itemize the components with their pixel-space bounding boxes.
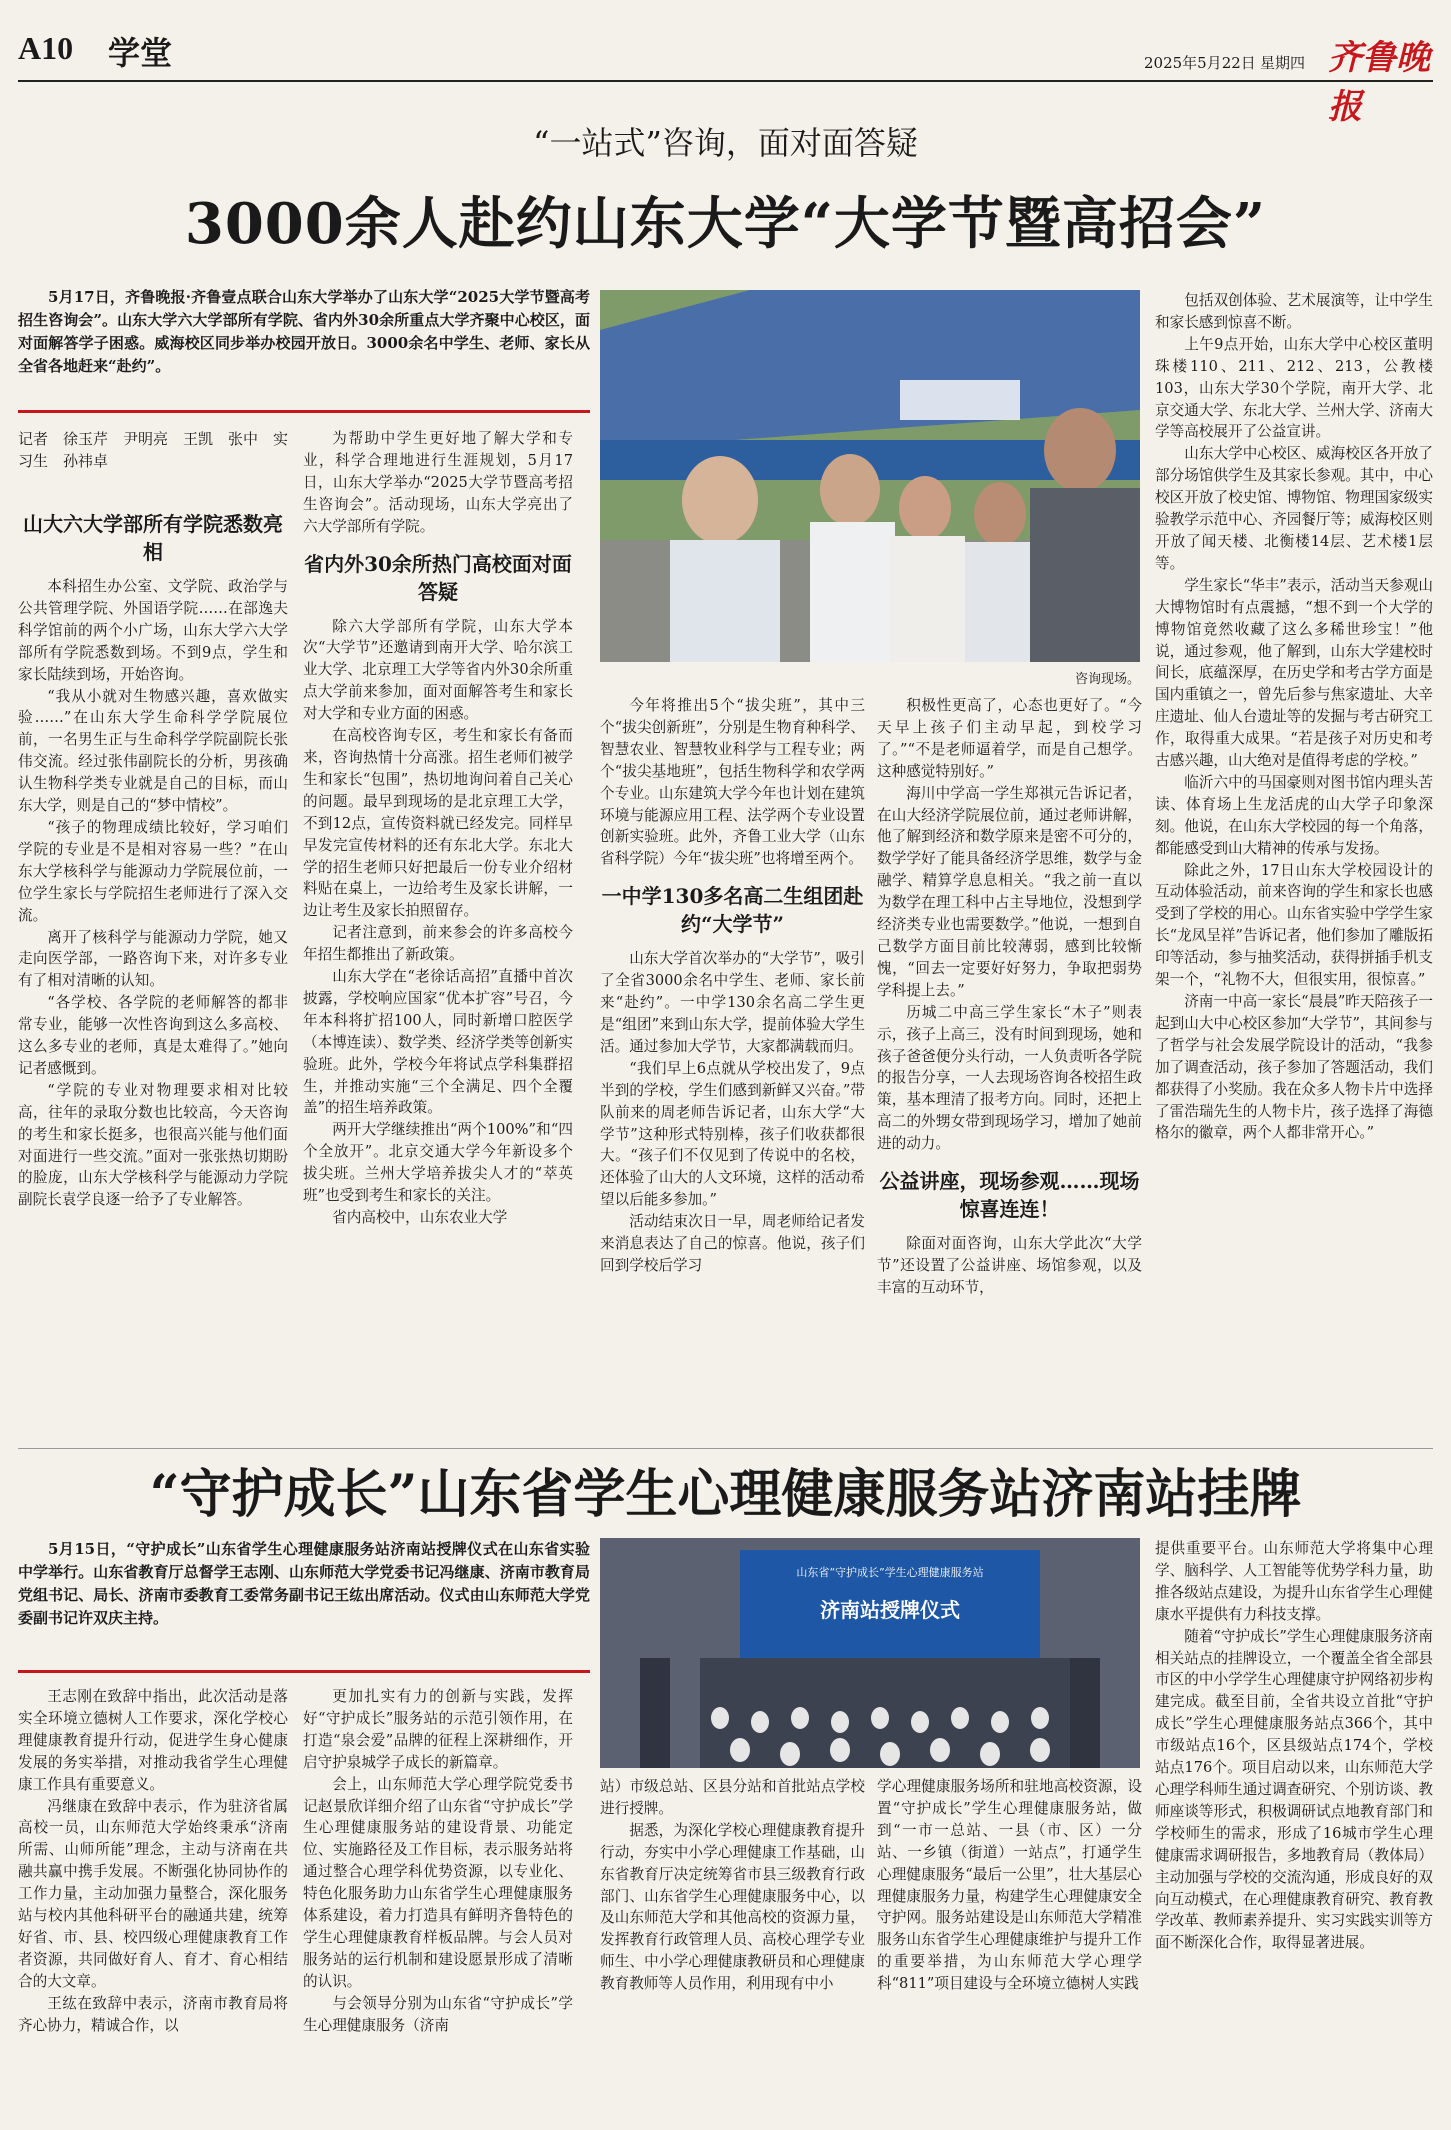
paragraph: 在高校咨询专区，考生和家长有备而来，咨询热情十分高涨。招生老师们被学生和家长“包围”，热切地询问着自己关心的问题。最早到现场的是北京理工大学，不到12点，宣传资料就已经发完。同样早早发完宣传材料的还有东北大学。东北大学的招生老师只好把最后一份专业介绍材料贴在桌上，一边给考生及家长讲解，一边让考生及家长拍照留存。 <box>303 727 573 920</box>
masthead-logo: 齐鲁晚报 <box>1328 38 1430 127</box>
page-number: A10 <box>18 30 74 66</box>
subhead-col2: 省内外30余所热门高校面对面答疑 <box>304 551 572 604</box>
paragraph: 随着“守护成长”学生心理健康服务济南相关站点的挂牌设立，一个覆盖全省全部县市区的中小学学生心理健康守护网络初步构建完成。截至目前，全省共设立首批“守护成长”学生心理健康服务站点366个，其中市级站点16个，区县级站点174个，学校站点176个。项目启动以来，山东师范大学心理学科师生通过调查研究、个别访谈、教师座谈等形式，积极调研试点地教育部门和学校师生的需求，形成了16城市学生心理健康需求调研报告，多地教育局（教体局）主动加强与学校的交流沟通，形成良好的双向互动模式，在心理健康教育研究、教育教学改革、教师素养提升、实习实践实训等方面不断深化合作，取得显著进展。 <box>1155 1627 1433 1952</box>
paragraph: 省内高校中，山东农业大学 <box>332 1209 508 1226</box>
paragraph: 据悉，为深化学校心理健康教育提升行动，夯实中小学心理健康工作基础，山东省教育厅决定统筹省市县三级教育行政部门、山东省学生心理健康服务中心，以及山东师范大学和其他高校的资源力量，发挥教育行政管理人员、高校心理学专业师生、中小学心理健康教研员和心理健康教育教师等人员作用，利用现有中小 <box>600 1821 865 1993</box>
article1-headline: 3000余人赴约山东大学“大学节暨高招会” <box>184 191 1267 257</box>
paragraph: “我们早上6点就从学校出发了，9点半到的学校，学生们感到新鲜又兴奋。”带队前来的周老师告诉记者，山东大学“大学节”这种形式特别棒，孩子们收获都很大。“孩子们不仅见到了传说中的名校，还体验了山大的人文环境，这样的活动希望以后能多参加。” <box>600 1059 865 1209</box>
paragraph: 会上，山东师范大学心理学院党委书记赵景欣详细介绍了山东省“守护成长”学生心理健康服务站的建设背景、功能定位、实施路径及工作目标，表示服务站将通过整合心理学科优势资源，以专业化、特色化服务助力山东省学生心理健康服务体系建设，着力打造具有鲜明齐鲁特色的学生心理健康教育样板品牌。与会人员对服务站的运行机制和建设愿景形成了清晰的认识。 <box>303 1775 573 1990</box>
paragraph: 除六大学部所有学院，山东大学本次“大学节”还邀请到南开大学、哈尔滨工业大学、北京理工大学等省内外30余所重点大学前来参加，面对面解答考生和家长对大学和专业方面的困惑。 <box>303 617 573 723</box>
paragraph: “学院的专业对物理要求相对比较高，往年的录取分数也比较高，今天咨询的考生和家长挺多，也很高兴能与他们面对面进行一些交流。”面对一张张热切期盼的脸庞，山东大学核科学与能源动力学院副院长袁学良逐一给予了专业解答。 <box>18 1081 288 1209</box>
paragraph: 记者注意到，前来参会的许多高校今年招生都推出了新政策。 <box>303 924 573 964</box>
paragraph: 学心理健康服务场所和驻地高校资源，设置“守护成长”学生心理健康服务站，做到“一市一总站、一县（市、区）一分站、一乡镇（街道）一站点”，打通学生心理健康服务“最后一公里”，壮大基层心理健康服务力量，构建学生心理健康安全守护网。服务站建设是山东师范大学精准服务山东省学生心理健康维护与提升工作的重要举措，为山东师范大学心理学科“811”项目建设与全环境立德树人实践 <box>877 1778 1142 1993</box>
paragraph: 除此之外，17日山东大学校园设计的互动体验活动，前来咨询的学生和家长也感受到了学校的用心。山东省实验中学学生家长“龙凤呈祥”告诉记者，他们参加了雕版拓印等活动，参与抽奖活动，获得拼插手机支架一个，“礼物不大，但很实用，很惊喜。” <box>1155 861 1433 989</box>
article2-col2 <box>303 1686 573 2116</box>
article2-col3 <box>600 1776 865 2116</box>
paragraph: 临沂六中的马国豪则对图书馆内理头苦读、体育场上生龙活虎的山大学子印象深刻。他说，在山东大学校园的每一个角落，都能感受到山大精神的传承与发扬。 <box>1155 773 1433 857</box>
section-divider <box>18 1448 1433 1449</box>
article1-col1 <box>18 500 288 1440</box>
paragraph: 积极性更高了，心态也更好了。“今天早上孩子们主动早起，到校学习了。”“不是老师逼着学，而是自己想学。这种感觉特别好。” <box>877 697 1142 780</box>
paragraph: 今年将推出5个“拔尖班”，其中三个“拔尖创新班”，分别是生物育种科学、智慧农业、智慧牧业科学与工程专业；两个“拔尖基地班”，包括生物科学和农学两个专业。山东建筑大学今年也计划在建筑环境与能源应用工程、法学两个专业设置创新实验班。此外，齐鲁工业大学（山东省科学院）今年“拔尖班”也将增至两个。 <box>600 697 865 868</box>
issue-weekday: 星期四 <box>1260 54 1306 72</box>
paragraph: 上午9点开始，山东大学中心校区董明珠楼110、211、212、213，公教楼103，山东大学30个学院，南开大学、北京交通大学、东北大学、兰州大学、济南大学等高校展开了公益宣讲。 <box>1155 335 1433 441</box>
screen-line2: 济南站授牌仪式 <box>820 1598 960 1622</box>
article1-kicker: “一站式”咨询，面对面答疑 <box>533 124 918 162</box>
lead-paragraph: 5月15日，“守护成长”山东省学生心理健康服务站济南站授牌仪式在山东省实验中学举行。山东省教育厅总督学王志刚、山东师范大学党委书记冯继康、济南市教育局党组书记、局长、济南市委教育工委常务副书记王纮出席活动。仪式由山东师范大学党委副书记许双庆主持。 <box>18 1540 590 1627</box>
paragraph: “孩子的物理成绩比较好，学习咱们学院的专业是不是相对容易一些？”在山东大学核科学与能源动力学院展位前，一位学生家长与学院招生老师进行了深入交流。 <box>18 818 288 924</box>
reporter-byline: 记者 徐玉芹 尹明亮 王凯 张中 实习生 孙祎卓 <box>18 430 289 470</box>
photo-caption: 咨询现场。 <box>1074 672 1140 687</box>
paragraph: 济南一中高一家长“晨晨”昨天陪孩子一起到山大中心校区参加“大学节”，其间参与了哲学与社会发展学院设计的活动，“我参加了调查活动，孩子参加了答题活动，我们都获得了小奖励。我在众多人物卡片中选择了雷浩瑞先生的人物卡片，孩子选择了海德格尔的徽章，两个人都非常开心。” <box>1155 993 1433 1142</box>
paragraph: 离开了核科学与能源动力学院，她又走向医学部，一路咨询下来，对许多专业有了相对清晰的认知。 <box>18 928 288 990</box>
paragraph: 学生家长“华丰”表示，活动当天参观山大博物馆时有点震撼，“想不到一个大学的博物馆竟然收藏了这么多稀世珍宝！”他说，通过参观，他了解到，山东大学建校时间长，底蕴深厚，在历史学和考古学方面是国内重镇之一，曾先后参与焦家遗址、大辛庄遗址、仙人台遗址等的发掘与考古研究工作，取得重大成果。“若是孩子对历史和考古感兴趣，山大绝对是值得考虑的学校。” <box>1155 576 1433 770</box>
subhead-col3: 一中学130多名高二生组团赴约“大学节” <box>601 884 864 937</box>
article2-col5 <box>1155 1538 1433 2116</box>
col1-body <box>18 576 288 1211</box>
article1-col2 <box>303 428 573 1440</box>
paragraph: 提供重要平台。山东师范大学将集中心理学、脑科学、人工智能等优势学科力量，助推各级站点建设，为提升山东省学生心理健康水平提供有力科技支撑。 <box>1155 1540 1433 1623</box>
paragraph: 山东大学在“老徐话高招”直播中首次披露，学校响应国家“优本扩容”号召，今年本科将扩招100人，同时新增口腔医学（本博连读）、数学类、经济学类等创新实验班。此外，学校今年将试点学科集群招生，并推动实施“三个全满足、四个全覆盖”的招生培养政策。 <box>303 968 573 1117</box>
paragraph: 山东大学首次举办的“大学节”，吸引了全省3000余名中学生、老师、家长前来“赴约”。一中学130余名高二学生更是“组团”来到山东大学，提前体验大学生活。通过参加大学节，大家都满载而归。 <box>600 950 865 1055</box>
screen-line1: 山东省“守护成长”学生心理健康服务站 <box>796 1566 984 1579</box>
header-rule <box>18 80 1433 82</box>
paragraph: “我从小就对生物感兴趣，喜欢做实验……”在山东大学生命科学学院展位前，一名男生正与生命科学学院副院长张伟交流。经过张伟副院长的分析，男孩确认生物科学类专业就是自己的目标，而山东大学，则是自己的“梦中情校”。 <box>18 687 288 815</box>
paragraph: 山东大学中心校区、威海校区各开放了部分场馆供学生及其家长参观。其中，中心校区开放了校史馆、博物馆、物理国家级实验教学示范中心、齐园餐厅等；威海校区则开放了闻天楼、北衡楼14层、艺术楼1层等。 <box>1155 445 1433 572</box>
issue-date: 2025年5月22日 <box>1144 54 1256 72</box>
article1-col4 <box>877 695 1142 1440</box>
lead-paragraph: 5月17日，齐鲁晚报·齐鲁壹点联合山东大学举办了山东大学“2025大学节暨高考招生咨询会”。山东大学六大学部所有学院、省内外30余所重点大学齐聚中心校区，面对面解答学子困惑。威海校区同步举办校园开放日。3000余名中学生、老师、家长从全省各地赶来“赴约”。 <box>18 288 590 375</box>
lead-red-rule <box>18 1670 590 1673</box>
paragraph: 包括双创体验、艺术展演等，让中学生和家长感到惊喜不断。 <box>1155 292 1433 331</box>
paragraph: 两开大学继续推出“两个100%”和“四个全放开”。北京交通大学今年新设多个拔尖班。兰州大学培养拔尖人才的“萃英班”也受到考生和家长的关注。 <box>303 1121 573 1205</box>
article2-lead <box>18 1538 590 1668</box>
subhead-col4: 公益讲座，现场参观……现场惊喜连连！ <box>879 1169 1140 1222</box>
lead-red-rule <box>18 410 590 413</box>
paragraph: 本科招生办公室、文学院、政治学与公共管理学院、外国语学院……在部逸夫科学馆前的两个小广场，山东大学六大学部所有学院悉数到场。不到9点，学生和家长陆续到场，开始咨询。 <box>18 578 288 683</box>
ceremony-photo <box>600 1538 1140 1768</box>
article2-col4 <box>877 1776 1142 2116</box>
article1-lead <box>18 286 590 406</box>
paragraph: 站）市级总站、区县分站和首批站点学校进行授牌。 <box>600 1778 865 1817</box>
paragraph: 除面对面咨询，山东大学此次“大学节”还设置了公益讲座、场馆参观，以及丰富的互动环节， <box>877 1235 1142 1296</box>
page-header <box>18 22 1433 127</box>
paragraph: 王纮在致辞中表示，济南市教育局将齐心协力，精诚合作，以 <box>18 1994 288 2034</box>
paragraph: 冯继康在致辞中表示，作为驻济省属高校一员，山东师范大学始终秉承“济南所需、山师所能”理念，主动与济南在共融共赢中携手发展。不断强化协同协作的工作力量，主动加强力量整合，深化服务站与校内其他科研平台的融通共建，统筹好省、市、县、校四级心理健康教育工作者资源，共同做好育人、育才、育心相结合的大文章。 <box>18 1797 288 1990</box>
consultation-photo-image <box>600 290 1140 662</box>
subhead-col1: 山大六大学部所有学院悉数亮相 <box>23 512 283 564</box>
paragraph: 王志刚在致辞中指出，此次活动是落实全环境立德树人工作要求，深化学校心理健康教育提升行动，促进学生身心健康发展的务实举措，对推动我省学生心理健康工作具有重要意义。 <box>18 1688 288 1793</box>
article2-col1 <box>18 1686 288 2116</box>
paragraph: 海川中学高一学生郑祺元告诉记者，在山大经济学院展位前，通过老师讲解，他了解到经济和数学原来是密不可分的，数学学好了能具备经济学思维，数学与金融学、精算学息息相关。“我之前一直以为数学在理工科中占主导地位，没想到学经济类专业也需要数学。”他说，一想到自己数学方面目前比较薄弱，感到比较惭愧，“回去一定要好好努力，争取把弱势学科提上去。” <box>877 784 1142 999</box>
paragraph: 与会领导分别为山东省“守护成长”学生心理健康服务（济南 <box>303 1994 573 2034</box>
article2-headline: “守护成长”山东省学生心理健康服务站济南站挂牌 <box>149 1464 1302 1525</box>
article1-col5 <box>1155 290 1433 1440</box>
section-name: 学堂 <box>108 34 173 72</box>
article1-col3 <box>600 695 865 1440</box>
paragraph: 为帮助中学生更好地了解大学和专业，科学合理地进行生涯规划，5月17日，山东大学举办“2025大学节暨高考招生咨询会”。活动现场，山东大学亮出了六大学部所有学院。 <box>303 430 573 535</box>
paragraph: 更加扎实有力的创新与实践，发挥好“守护成长”服务站的示范引领作用，在打造“泉会爱”品牌的征程上深耕细作，开启守护泉城学子成长的新篇章。 <box>303 1688 573 1771</box>
paragraph: 历城二中高三学生家长“木子”则表示，孩子上高三，没有时间到现场，她和孩子爸爸便分头行动，一人负责听各学院的报告分享，一人去现场咨询各校招生政策，基本理清了报考方向。同时，还把上高二的外甥女带到现场学习，增加了她前进的动力。 <box>877 1003 1142 1153</box>
paragraph: “各学校、各学院的老师解答的都非常专业，能够一次性咨询到这么多高校、这么多专业的老师，真是太难得了。”她向记者感慨到。 <box>18 994 288 1077</box>
consultation-photo <box>600 290 1140 662</box>
paragraph: 活动结束次日一早，周老师给记者发来消息表达了自己的惊喜。他说，孩子们回到学校后学习 <box>600 1213 865 1274</box>
